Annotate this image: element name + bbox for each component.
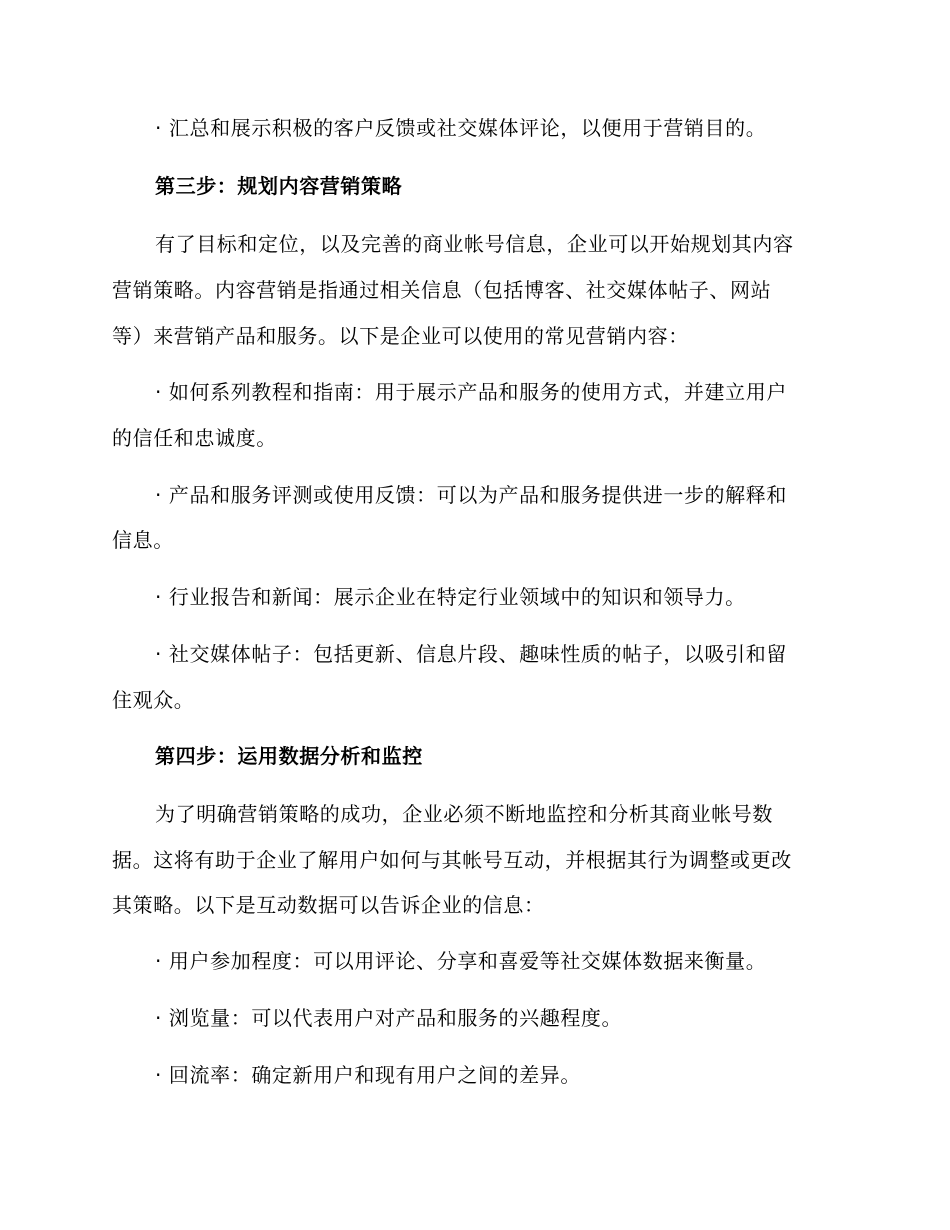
bullet-customer-feedback: · 汇总和展示积极的客户反馈或社交媒体评论，以便用于营销目的。 (155, 116, 767, 140)
step-four-paragraph-line-3: 其策略。以下是互动数据可以告诉企业的信息： (112, 893, 545, 917)
step-four-heading: 第四步：运用数据分析和监控 (155, 744, 423, 768)
step-four-paragraph-line-1: 为了明确营销策略的成功，企业必须不断地监控和分析其商业帐号数 (155, 802, 773, 826)
bullet-engagement: · 用户参加程度：可以用评论、分享和喜爱等社交媒体数据来衡量。 (155, 949, 767, 973)
bullet-page-views: · 浏览量：可以代表用户对产品和服务的兴趣程度。 (155, 1006, 623, 1030)
step-four-paragraph-line-2: 据。这将有助于企业了解用户如何与其帐号互动，并根据其行为调整或更改 (112, 848, 792, 872)
step-three-heading: 第三步：规划内容营销策略 (155, 174, 403, 198)
bullet-tutorials-line-2: 的信任和忠诚度。 (112, 426, 277, 450)
step-three-paragraph-line-1: 有了目标和定位，以及完善的商业帐号信息，企业可以开始规划其内容 (155, 232, 794, 256)
step-three-paragraph-line-3: 等）来营销产品和服务。以下是企业可以使用的常见营销内容： (112, 324, 689, 348)
bullet-return-rate: · 回流率：确定新用户和现有用户之间的差异。 (155, 1063, 581, 1087)
bullet-reviews-line-2: 信息。 (112, 528, 174, 552)
bullet-tutorials-line-1: · 如何系列教程和指南：用于展示产品和服务的使用方式，并建立用户 (155, 380, 787, 404)
bullet-social-posts-line-2: 住观众。 (112, 688, 195, 712)
step-three-paragraph-line-2: 营销策略。内容营销是指通过相关信息（包括博客、社交媒体帖子、网站 (112, 278, 772, 302)
bullet-social-posts-line-1: · 社交媒体帖子：包括更新、信息片段、趣味性质的帖子，以吸引和留 (155, 642, 787, 666)
bullet-industry-reports: · 行业报告和新闻：展示企业在特定行业领域中的知识和领导力。 (155, 585, 746, 609)
bullet-reviews-line-1: · 产品和服务评测或使用反馈：可以为产品和服务提供进一步的解释和 (155, 483, 787, 507)
